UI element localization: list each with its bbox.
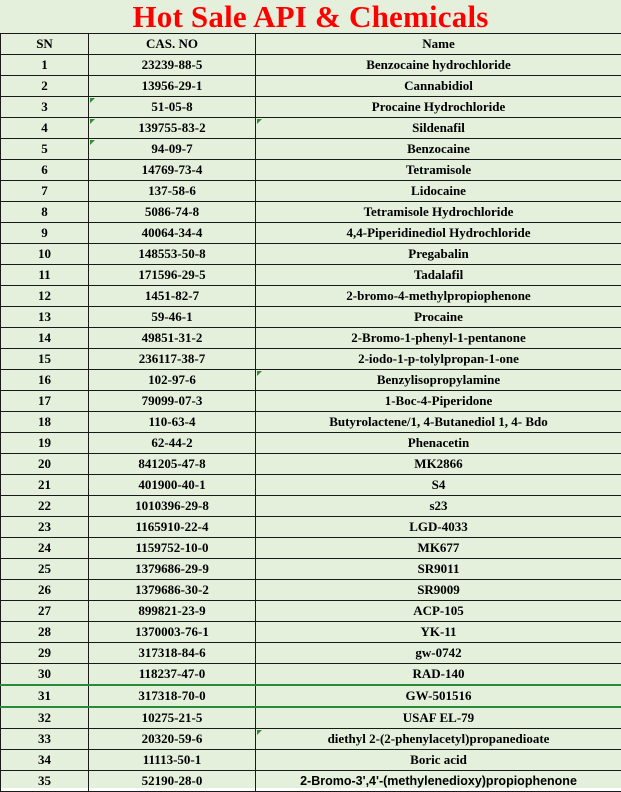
table-row [1,771,621,792]
cell-cas[interactable]: 94-09-7 [89,139,256,160]
cell-cas[interactable]: 102-97-6 [89,370,256,391]
cell-sn[interactable]: 34 [1,750,89,771]
cell-name[interactable]: Tadalafil [256,265,621,286]
table-row [1,307,621,328]
cell-name[interactable]: USAF EL-79 [256,707,621,729]
table-row [1,76,621,97]
cell-name[interactable]: SR9011 [256,559,621,580]
table-row [1,97,621,118]
table-row [1,664,621,686]
cell-sn[interactable]: 13 [1,307,89,328]
cell-cas[interactable]: 1159752-10-0 [89,538,256,559]
cell-name[interactable]: Lidocaine [256,181,621,202]
cell-sn[interactable]: 7 [1,181,89,202]
cell-name[interactable]: 2-iodo-1-p-tolylpropan-1-one [256,349,621,370]
table-row [1,475,621,496]
cell-cas[interactable]: 148553-50-8 [89,244,256,265]
cell-name[interactable]: S4 [256,475,621,496]
cell-sn[interactable]: 17 [1,391,89,412]
cell-sn[interactable]: 21 [1,475,89,496]
table-row [1,707,621,729]
cell-name[interactable]: 2-Bromo-3',4'-(methylenedioxy)propiophenone [256,771,621,792]
cell-sn[interactable]: 31 [1,685,89,707]
cell-sn[interactable]: 15 [1,349,89,370]
table-row [1,202,621,223]
cell-name[interactable]: 4,4-Piperidinediol Hydrochloride [256,223,621,244]
header-name[interactable]: Name [256,34,621,55]
cell-sn[interactable]: 25 [1,559,89,580]
sheet-title: Hot Sale API & Chemicals [0,0,621,33]
table-row [1,433,621,454]
cell-name[interactable]: 1-Boc-4-Piperidone [256,391,621,412]
cell-name[interactable]: YK-11 [256,622,621,643]
cell-sn[interactable]: 35 [1,771,89,792]
cell-sn[interactable]: 5 [1,139,89,160]
cell-cas[interactable]: 49851-31-2 [89,328,256,349]
cell-cas[interactable]: 110-63-4 [89,412,256,433]
cell-sn[interactable]: 10 [1,244,89,265]
table-row [1,391,621,412]
cell-sn[interactable]: 32 [1,707,89,729]
cell-sn[interactable]: 12 [1,286,89,307]
table-row [1,328,621,349]
cell-name[interactable]: LGD-4033 [256,517,621,538]
table-row [1,580,621,601]
table-row [1,286,621,307]
cell-sn[interactable]: 23 [1,517,89,538]
cell-name[interactable]: Butyrolactene/1, 4-Butanediol 1, 4- Bdo [256,412,621,433]
cell-name[interactable]: Procaine [256,307,621,328]
cell-cas[interactable]: 1370003-76-1 [89,622,256,643]
table-row [1,517,621,538]
cell-sn[interactable]: 9 [1,223,89,244]
cell-name[interactable]: Sildenafil [256,118,621,139]
cell-cas[interactable]: 118237-47-0 [89,664,256,686]
cell-name[interactable]: 2-bromo-4-methylpropiophenone [256,286,621,307]
cell-name[interactable]: Benzocaine hydrochloride [256,55,621,76]
cell-cas[interactable]: 139755-83-2 [89,118,256,139]
cell-name[interactable]: MK2866 [256,454,621,475]
cell-cas[interactable]: 5086-74-8 [89,202,256,223]
cell-sn[interactable]: 11 [1,265,89,286]
cell-sn[interactable]: 20 [1,454,89,475]
cell-name[interactable]: Benzylisopropylamine [256,370,621,391]
table-row [1,55,621,76]
header-cas[interactable]: CAS. NO [89,34,256,55]
cell-cas[interactable]: 40064-34-4 [89,223,256,244]
cell-cas[interactable]: 10275-21-5 [89,707,256,729]
cell-name[interactable]: RAD-140 [256,664,621,686]
cell-sn[interactable]: 2 [1,76,89,97]
cell-name[interactable]: Phenacetin [256,433,621,454]
cell-cas[interactable]: 23239-88-5 [89,55,256,76]
cell-name[interactable]: Tetramisole Hydrochloride [256,202,621,223]
cell-cas[interactable]: 236117-38-7 [89,349,256,370]
header-sn[interactable]: SN [1,34,89,55]
cell-cas[interactable]: 14769-73-4 [89,160,256,181]
table-row [1,601,621,622]
cell-sn[interactable]: 19 [1,433,89,454]
cell-sn[interactable]: 18 [1,412,89,433]
cell-sn[interactable]: 8 [1,202,89,223]
table-row [1,750,621,771]
cell-cas[interactable]: 841205-47-8 [89,454,256,475]
table-row [1,496,621,517]
cell-cas[interactable]: 1379686-30-2 [89,580,256,601]
cell-sn[interactable]: 28 [1,622,89,643]
cell-cas[interactable]: 137-58-6 [89,181,256,202]
chemicals-table [0,33,621,792]
cell-sn[interactable]: 1 [1,55,89,76]
cell-sn[interactable]: 16 [1,370,89,391]
table-row [1,412,621,433]
table-row [1,643,621,664]
cell-sn[interactable]: 22 [1,496,89,517]
cell-cas[interactable]: 1379686-29-9 [89,559,256,580]
header-row [1,34,621,55]
cell-cas[interactable]: 171596-29-5 [89,265,256,286]
cell-cas[interactable]: 401900-40-1 [89,475,256,496]
table-row [1,118,621,139]
table-row [1,139,621,160]
cell-cas[interactable]: 1165910-22-4 [89,517,256,538]
cell-name[interactable]: s23 [256,496,621,517]
cell-name[interactable]: Benzocaine [256,139,621,160]
cell-sn[interactable]: 6 [1,160,89,181]
table-row [1,622,621,643]
table-row [1,349,621,370]
cell-name[interactable]: MK677 [256,538,621,559]
cell-sn[interactable]: 24 [1,538,89,559]
cell-cas[interactable]: 59-46-1 [89,307,256,328]
cell-sn[interactable]: 26 [1,580,89,601]
cell-sn[interactable]: 14 [1,328,89,349]
cell-cas[interactable]: 899821-23-9 [89,601,256,622]
cell-cas[interactable]: 317318-70-0 [89,685,256,707]
cell-name[interactable]: Procaine Hydrochloride [256,97,621,118]
cell-name[interactable]: Cannabidiol [256,76,621,97]
cell-sn[interactable]: 3 [1,97,89,118]
cell-cas[interactable]: 11113-50-1 [89,750,256,771]
cell-name[interactable]: gw-0742 [256,643,621,664]
cell-sn[interactable]: 27 [1,601,89,622]
table-row [1,244,621,265]
cell-cas[interactable]: 317318-84-6 [89,643,256,664]
table-row [1,729,621,750]
cell-name[interactable]: 2-Bromo-1-phenyl-1-pentanone [256,328,621,349]
cell-sn[interactable]: 33 [1,729,89,750]
table-row [1,181,621,202]
table-row [1,559,621,580]
cell-name[interactable]: Boric acid [256,750,621,771]
cell-sn[interactable]: 4 [1,118,89,139]
cell-name[interactable]: ACP-105 [256,601,621,622]
cell-cas[interactable]: 79099-07-3 [89,391,256,412]
table-row [1,454,621,475]
table-row [1,160,621,181]
cell-cas[interactable]: 62-44-2 [89,433,256,454]
table-row [1,370,621,391]
cell-name[interactable]: diethyl 2-(2-phenylacetyl)propanedioate [256,729,621,750]
table-row [1,685,621,707]
table-row [1,265,621,286]
cell-name[interactable]: SR9009 [256,580,621,601]
cell-cas[interactable]: 51-05-8 [89,97,256,118]
cell-cas[interactable]: 20320-59-6 [89,729,256,750]
cell-name[interactable]: Tetramisole [256,160,621,181]
table-row [1,538,621,559]
cell-sn[interactable]: 29 [1,643,89,664]
table-row [1,223,621,244]
cell-cas[interactable]: 1451-82-7 [89,286,256,307]
cell-name[interactable]: Pregabalin [256,244,621,265]
cell-name[interactable]: GW-501516 [256,685,621,707]
cell-cas[interactable]: 1010396-29-8 [89,496,256,517]
cell-sn[interactable]: 30 [1,664,89,686]
cell-cas[interactable]: 13956-29-1 [89,76,256,97]
cell-cas[interactable]: 52190-28-0 [89,771,256,792]
